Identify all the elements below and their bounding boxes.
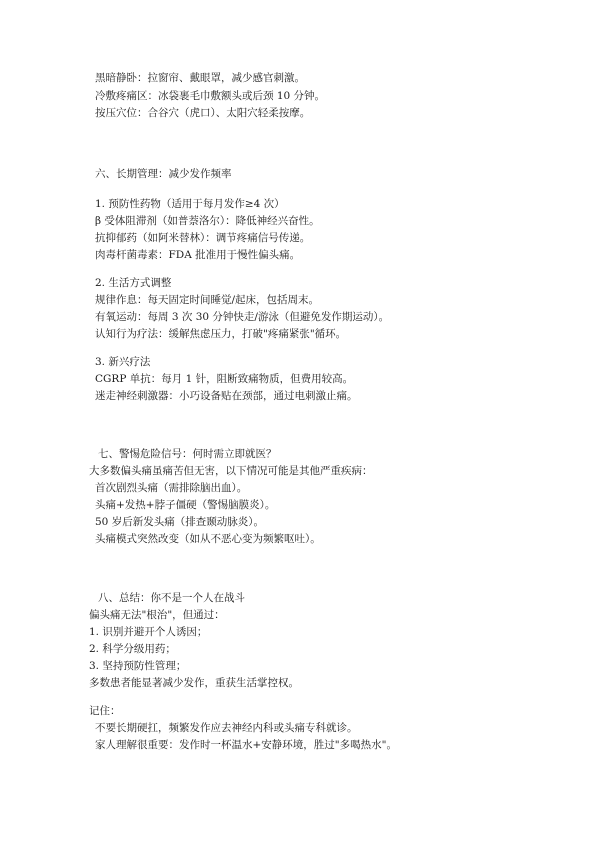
list-item: 首次剧烈头痛（需排除脑出血）。 [95,482,248,494]
paragraph-line: 黑暗静卧：拉窗帘、戴眼罩，减少感官刺激。 [95,72,305,84]
paragraph-line: 多数患者能显著减少发作，重获生活掌控权。 [89,677,299,689]
list-item: 家人理解很重要：发作时一杯温水+安静环境，胜过"多喝热水"。 [95,739,397,751]
paragraph-line: 冷敷疼痛区：冰袋裹毛巾敷额头或后颈 10 分钟。 [95,90,326,102]
list-item: 有氧运动：每周 3 次 30 分钟快走/游泳（但避免发作期运动）。 [95,311,390,323]
list-item: β 受体阻滞剂（如普萘洛尔）：降低神经兴奋性。 [95,215,320,227]
paragraph-line: 大多数偏头痛虽痛苦但无害，以下情况可能是其他严重疾病： [89,465,373,477]
subsection-heading: 1. 预防性药物（适用于每月发作≥4 次） [95,198,285,210]
list-item: 头痛模式突然改变（如从不恶心变为频繁呕吐）。 [95,533,321,545]
list-item: 50 岁后新发头痛（排查颞动脉炎）。 [95,516,264,528]
list-item: 肉毒杆菌毒素：FDA 批准用于慢性偏头痛。 [95,249,301,261]
list-item: 迷走神经刺激器：小巧设备贴在颈部，通过电刺激止痛。 [95,390,358,402]
list-item: 2. 科学分级用药； [89,643,176,655]
list-item: 不要长期硬扛，频繁发作应去神经内科或头痛专科就诊。 [95,722,358,734]
subsection-heading: 2. 生活方式调整 [95,277,172,289]
list-item: CGRP 单抗：每月 1 针，阻断致痛物质，但费用较高。 [95,373,354,385]
remember-heading: 记住： [89,705,121,717]
section-heading: 六、长期管理：减少发作频率 [95,168,232,180]
list-item: 规律作息：每天固定时间睡觉/起床，包括周末。 [95,294,320,306]
list-item: 3. 坚持预防性管理； [89,660,187,672]
list-item: 头痛+发热+脖子僵硬（警惕脑膜炎）。 [95,499,276,511]
paragraph-line: 偏头痛无法"根治"，但通过： [89,609,225,621]
list-item: 抗抑郁药（如阿米替林）：调节疼痛信号传递。 [95,232,311,244]
section-heading: 八、总结：你不是一个人在战斗 [98,592,245,604]
list-item: 认知行为疗法：缓解焦虑压力，打破"疼痛紧张"循环。 [95,328,347,340]
list-item: 1. 识别并避开个人诱因； [89,626,208,638]
subsection-heading: 3. 新兴疗法 [95,356,151,368]
section-heading: 七、警惕危险信号：何时需立即就医？ [98,448,277,460]
paragraph-line: 按压穴位：合谷穴（虎口）、太阳穴轻柔按摩。 [95,107,311,119]
